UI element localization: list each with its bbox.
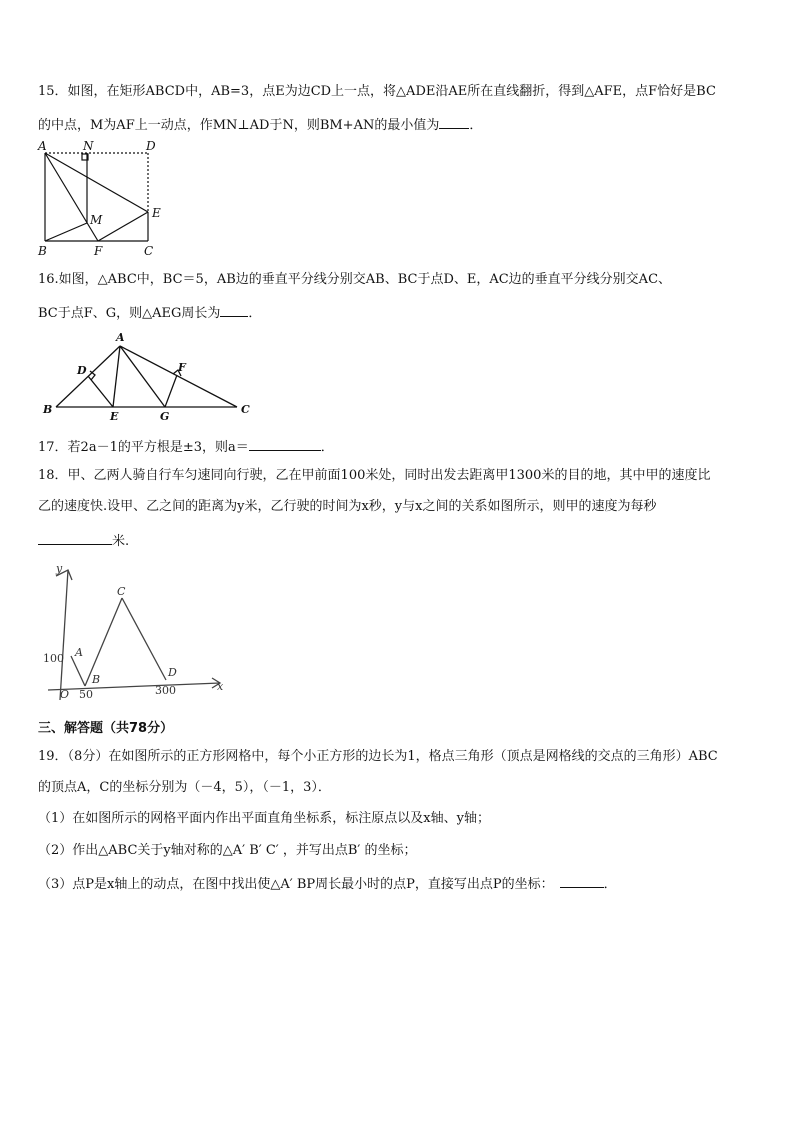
q16-answer-blank <box>220 302 248 317</box>
q18-distance-time-graph <box>38 562 238 707</box>
q15-answer-blank <box>439 114 469 129</box>
q17-end: ． <box>320 440 334 455</box>
q18-y-label: y <box>56 562 63 575</box>
q15-label-b: B <box>38 244 47 258</box>
q15-label-c: C <box>144 244 154 258</box>
q15-label-n: N <box>83 139 94 153</box>
q16-label-f: F <box>178 361 186 374</box>
q17-line <box>38 436 334 457</box>
q18-tick-50: 50 <box>79 688 93 701</box>
q15-line2-text: 的中点，M为AF上一动点，作MN⊥AD于N，则BM+AN的最小值为 <box>38 118 440 133</box>
q16-line2 <box>38 302 261 323</box>
q17-answer-blank <box>249 436 321 451</box>
q18-line2: 乙的速度快.设甲、乙之间的距离为y米，乙行驶的时间为x秒，y与x之间的关系如图所示，则甲的速度为每秒 <box>38 499 657 514</box>
q16-label-g: G <box>160 410 170 423</box>
q15-label-m: M <box>90 213 103 227</box>
q18-x-label: x <box>217 680 224 693</box>
graph-segment-ab <box>71 656 85 686</box>
q15-label-d: D <box>146 139 156 153</box>
q15-label-e: E <box>152 206 161 220</box>
y-axis <box>60 570 68 700</box>
q16-label-e: E <box>110 410 119 423</box>
q18-line3 <box>38 530 129 551</box>
q18-tick-100: 100 <box>43 652 64 665</box>
q18-point-d: D <box>168 666 177 679</box>
q19-line2: 的顶点A，C的坐标分别为（－4，5），（－1，3）． <box>38 780 331 795</box>
q19-part3-text: （3）点P是x轴上的动点，在图中找出使△A′ BP周长最小时的点P，直接写出点P的坐标： <box>38 877 554 892</box>
q18-point-b: B <box>92 673 101 686</box>
q19-part3 <box>38 873 617 894</box>
q18-tick-300: 300 <box>155 684 176 697</box>
q16-label-b: B <box>43 403 53 416</box>
q16-line1: 16.如图，△ABC中，BC＝5，AB边的垂直平分线分别交AB、BC于点D、E，AC边的垂直平分线分别交AC、 <box>38 272 672 287</box>
q15-line2-end: ． <box>469 118 483 133</box>
graph-segment-cd <box>122 598 166 680</box>
q17-text: 17．若2a－1的平方根是±3，则a＝ <box>38 440 249 455</box>
x-axis <box>48 683 220 690</box>
q15-line2 <box>38 114 482 135</box>
q16-label-c: C <box>241 403 250 416</box>
section-3-title: 三、解答题（共78分） <box>38 721 174 736</box>
q19-answer-blank <box>560 873 604 888</box>
q19-line1: 19．（8分）在如图所示的正方形网格中，每个小正方形的边长为1，格点三角形（顶点是网格线的交点的三角形）ABC <box>38 749 718 764</box>
q15-line1: 15．如图，在矩形ABCD中，AB=3，点E为边CD上一点，将△ADE沿AE所在直线翻折，得到△AFE，点F恰好是BC <box>38 84 716 99</box>
q15-label-a: A <box>38 139 47 153</box>
q18-line1: 18．甲、乙两人骑自行车匀速同向行驶，乙在甲前面100米处，同时出发去距离甲1300米的目的地，其中甲的速度比 <box>38 468 711 483</box>
q18-point-c: C <box>117 585 126 598</box>
q19-part3-end: ． <box>603 877 617 892</box>
graph-segment-bc <box>85 598 122 686</box>
q19-part1: （1）在如图所示的网格平面内作出平面直角坐标系，标注原点以及x轴、y轴； <box>38 811 490 826</box>
q18-origin-label: O <box>60 688 70 701</box>
q18-point-a: A <box>75 646 83 659</box>
q15-rectangle-figure <box>34 136 174 260</box>
q16-line2-end: ． <box>248 306 262 321</box>
q16-line2-text: BC于点F、G，则△AEG周长为 <box>38 306 221 321</box>
q16-label-a: A <box>116 331 125 344</box>
q15-label-f: F <box>94 244 103 258</box>
q18-answer-blank <box>38 530 112 545</box>
q18-unit: 米. <box>112 534 130 549</box>
q19-part2: （2）作出△ABC关于y轴对称的△A′ B′ C′ ，并写出点B′ 的坐标； <box>38 843 417 858</box>
q16-triangle-figure <box>34 330 264 425</box>
q16-label-d: D <box>77 364 87 377</box>
